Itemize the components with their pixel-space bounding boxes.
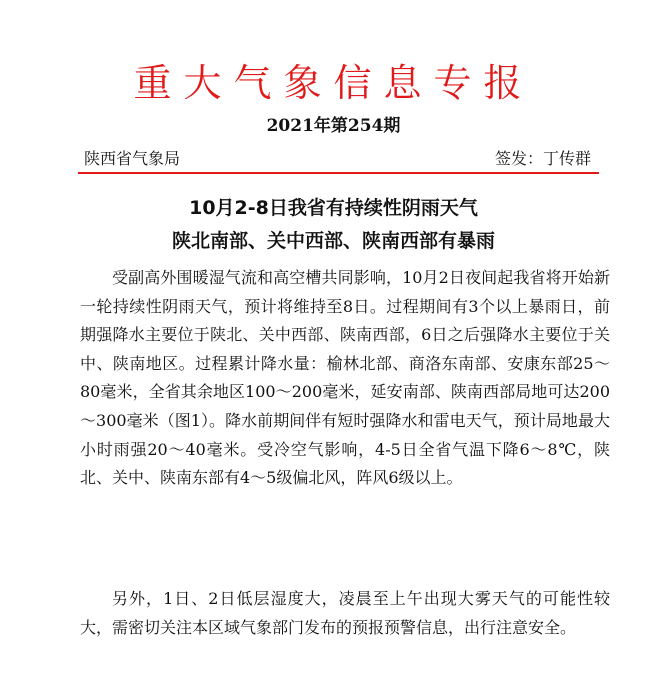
bulletin-title: 重大气象信息专报 [133,61,534,105]
signer: 签发：丁传群 [494,149,591,168]
issuer-name: 陕西省气象局 [84,149,181,168]
issuer-row [78,146,599,172]
issue-number: 2021年第254期 [266,116,401,136]
headline-line-1: 10月2-8日我省有持续性阴雨天气 [189,197,478,219]
body-paragraph: 另外，1日、2日低层湿度大，凌晨至上午出现大雾天气的可能性较大，需密切关注本区域气象部门发布的预报预警信息，出行注意安全。 [80,589,610,637]
red-divider [78,172,599,174]
headline-line-2: 陕北南部、关中西部、陕南西部有暴雨 [171,230,495,252]
body-paragraph: 受副高外围暖湿气流和高空槽共同影响，10月2日夜间起我省将开始新一轮持续性阴雨天气，预计将维持至8日。过程期间有3个以上暴雨日，前期强降水主要位于陕北、关中西部、陕南西部，6日之后强降水主要位于关中、陕南地区。过程累计降水量：榆林北部、商洛东南部、安康东部25～80毫米，全省其余地区100～200毫米，延安南部、陕南西部局地可达200～300毫米（图1）。降水前期间伴有短时强降水和雷电天气，预计局地最大小时雨强20～40毫米。受冷空气影响，4-5日全省气温下降6～8℃，陕北、关中、陕南东部有4～5级偏北风，阵风6级以上。 [80,268,610,488]
